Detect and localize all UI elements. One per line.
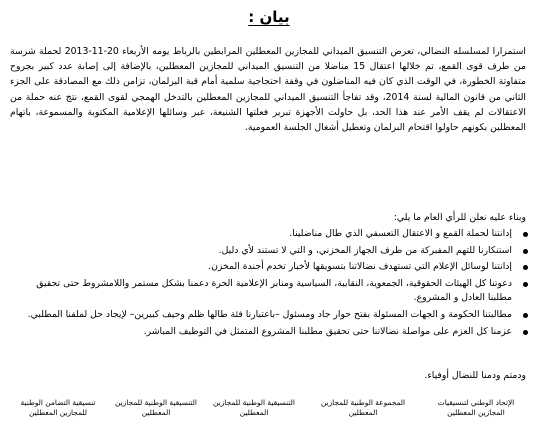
demand-item (26, 227, 532, 242)
demand-text: عزمنا كل العزم على مواصلة نضالاتنا حتى تحقيق مطلبنا المشروع المتمثل في التوظيف المباشر. (143, 325, 512, 337)
signatory: الإتحاد الوطني لتنسيقيات المجازين المعطلين (437, 398, 515, 417)
signatories-row (0, 398, 538, 424)
demand-text: دعوتنا كل الهيئات الحقوقية، الجمعوية، النقابية، السياسية ومنابر الإعلامية الحرة دعمنا بشكل مستمر واللامشروط حتى تحقيق مطلبنا العادل و المشروع. (36, 277, 512, 304)
bullet-icon (523, 232, 528, 237)
bullet-icon (523, 330, 528, 335)
signatory: تنسيقية التضامن الوطنية للمجازين المعطلين (20, 398, 96, 417)
demand-item (26, 244, 532, 259)
demand-item (26, 308, 532, 323)
statement-closing: ودمتم ودمنا للنضال أوفياء. (424, 370, 526, 381)
statement-intro: وبناء عليه نعلن للرأي العام ما يلي: (393, 212, 526, 223)
bullet-icon (523, 265, 528, 270)
statement-body (10, 44, 526, 135)
demand-text: مطالبتنا الحكومة و الجهات المسئولة بفتح حوار جاد ومسئول –باعتبارنا فئة طالها ظلم وحيف كبيرين– لإيجاد حل لملفنا المطلبي. (27, 308, 512, 320)
demand-item (26, 277, 532, 306)
demand-text: إدانتنا لوسائل الإعلام التي تستهدف نضالاتنا بتسويقها لأخبار تخدم أجندة المخزن. (208, 261, 512, 273)
demands-list (26, 227, 532, 341)
demand-item (26, 325, 532, 340)
statement-paragraph: استمرارا لمسلسله النضالي، تعرض التنسيق الميداني للمجازين المعطلين المرابطين بالرباط يومه الأربعاء 20-11-2013 لحملة شرسة من طرف قوى القمع، تم خلالها اعتقال 15 مناضلا من التنسيق الميداني للمجازين المعطلين، بالإضافة إلى إصابة عدد كبير بجروح متفاوتة الخطورة، في الوقت الذي كان فيه المناضلون في وقفة احتجاجية سلمية أمام قبة البرلمان، تزامن ذلك مع المصادقة على الجزء الثاني من قانون المالية لسنة 2014، وقد تفاجأ التنسيق الميداني للمجازين المعطلين بالتدخل الهمجي لقوى القمع، نتج عنه حملة من الاعتقالات لم يقف الأمر عند هذا الحد، بل حاولت الأجهزة تبرير فعلتها الشنيعة، عبر وسائلها الإعلامية المكتوبة والمسموعة، باتهام المعطلين بكونهم حاولوا اقتحام البرلمان وتعطيل أشغال الجلسة العمومية. (10, 46, 526, 134)
demand-text: إدانتنا لحملة القمع و الاعتقال التعسفي الذي طال مناضلينا. (289, 228, 512, 239)
signatory: التنسيقية الوطنية للمجازين المعطلين (115, 398, 197, 417)
demand-item (26, 260, 532, 275)
bullet-icon (523, 313, 528, 318)
demand-text: استنكارنا للتهم المفبركة من طرف الجهاز المخزني، و التي لا تستند لأي دليل. (218, 244, 512, 256)
signatory: المجموعة الوطنية للمجازين المعطلين (320, 398, 406, 417)
signatory: التنسيقية الوطنية للمجازين المعطلين (213, 398, 295, 417)
bullet-icon (523, 249, 528, 254)
bullet-icon (523, 282, 528, 287)
statement-title: بيان : (248, 8, 290, 26)
